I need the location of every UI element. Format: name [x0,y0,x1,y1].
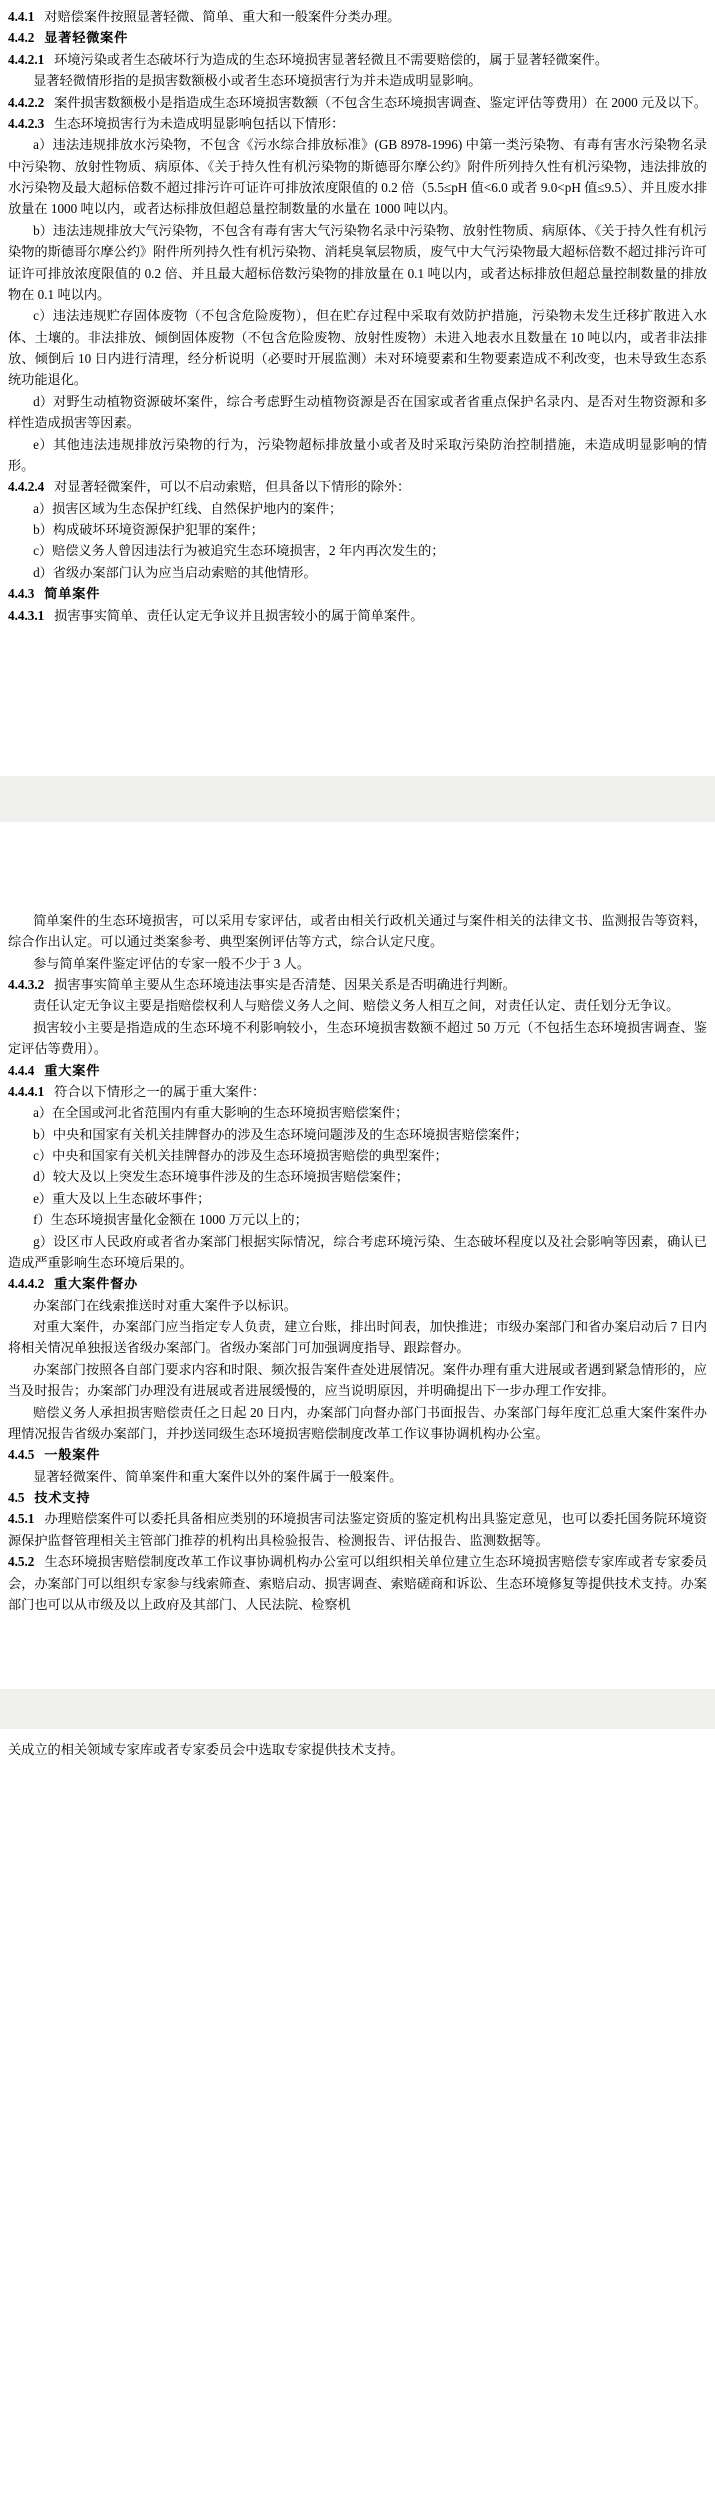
list-item-b: b）违法违规排放大气污染物，不包含有毒有害大气污染物名录中污染物、放射性物质、病原体、《关于持久性有机污染物的斯德哥尔摩公约》附件所列持久性有机污染物、消耗臭氧层物质，废气中大气污染物最大超标倍数不超过排污许可证许可排放浓度限值的 0.2 倍、并且最大超标倍数污染物的排放量在 0.1 吨以内，或者达标排放但超总量控制数量的排放物在 0.1 吨以内。 [8,222,707,302]
paragraph: 损害较小主要是指造成的生态环境不利影响较小，生态环境损害数额不超过 50 万元（不包括生态环境损害调查、鉴定评估等费用）。 [8,1019,707,1057]
list-item-c: c）违法违规贮存固体废物（不包含危险废物），但在贮存过程中采取有效防护措施，污染物未发生迁移扩散进入水体、土壤的。非法排放、倾倒固体废物（不包含危险废物、放射性废物）未进入地表水且数量在 10 吨以内，或者非法排放、倾倒后 10 日内进行清理，经分析说明（必要时开展监测）未对环境要素和生物要素造成不利改变，也未导致生态系统功能退化。 [8,308,707,388]
list-item-c: c）赔偿义务人曾因违法行为被追究生态环境损害，2 年内再次发生的； [33,543,445,559]
clause-text: 对赔偿案件按照显著轻微、简单、重大和一般案件分类办理。 [44,9,401,24]
content-block-part2 [8,910,707,1615]
list-item-a: a）违法违规排放水污染物，不包含《污水综合排放标准》(GB 8978-1996) 中第一类污染物、有毒有害水污染物名录中污染物、放射性物质、病原体、《关于持久性有机污染物的斯德哥尔摩公约》附件所列持久性有机污染物，违法排放的水污染物及最大超标倍数不超过排污许可证许可排放浓度限值的 0.2 倍（5.5≤pH 值<6.0 或者 9.0<pH 值≤9.5）、并且废水排放量在 1000 吨以内，或者达标排放但超总量控制数量的水量在 1000 吨以内。 [8,137,707,217]
clause-4-5-2 [8,1551,707,1615]
list-item-b: b）中央和国家有关机关挂牌督办的涉及生态环境问题涉及的生态环境损害赔偿案件； [33,1126,528,1142]
clause-4-4-2-4 [8,476,707,497]
clause-text: 案件损害数额极小是指造成生态环境损害数额（不包含生态环境损害调查、鉴定评估等费用）在 2000 元及以下。 [54,94,707,110]
list-item-a: a）在全国或河北省范围内有重大影响的生态环境损害赔偿案件； [33,1105,409,1121]
paragraph: 关成立的相关领域专家库或者专家委员会中选取专家提供技术支持。 [8,1742,404,1758]
clause-number: 4.4.4.2 [8,1276,45,1292]
list-item-f: f）生态环境损害量化金额在 1000 万元以上的； [33,1212,308,1228]
paragraph: 对重大案件，办案部门应当指定专人负责，建立台账，排出时间表，加快推进；市级办案部门和省办案启动后 7 日内将相关情况单独报送省级办案部门。省级办案部门可加强调度指导、跟踪督办。 [8,1319,707,1356]
clause-4-4-4-2 [8,1273,707,1294]
clause-4-5-1 [8,1508,707,1551]
list-item-d: d）较大及以上突发生态环境事件涉及的生态环境损害赔偿案件； [33,1169,409,1185]
clause-title: 简单案件 [44,586,101,602]
page-bottom-whitespace [8,626,707,776]
document-section-top [0,0,715,776]
clause-number: 4.4.2.3 [8,115,45,131]
clause-4-4-3-2 [8,974,707,995]
clause-text: 对显著轻微案件，可以不启动索赔，但具备以下情形的除外： [54,479,411,495]
clause-title: 显著轻微案件 [44,30,129,46]
clause-title: 技术支持 [34,1490,91,1505]
paragraph: 办案部门按照各自部门要求内容和时限、频次报告案件查处进展情况。案件办理有重大进展或者遇到紧急情形的，应当及时报告；办案部门办理没有进展或者进展缓慢的，应当说明原因，并明确提出下一步办理工作安排。 [8,1361,707,1399]
list-item-c: c）中央和国家有关机关挂牌督办的涉及生态环境损害赔偿的典型案件； [33,1148,448,1163]
clause-4-4-2-2 [8,92,707,113]
clause-4-4-5 [8,1444,707,1465]
clause-number: 4.4.2.1 [8,51,45,67]
clause-4-4-3-1 [8,605,707,626]
clause-number: 4.5 [8,1490,25,1505]
clause-number: 4.4.2.4 [8,479,45,495]
clause-text: 环境污染或者生态破坏行为造成的生态环境损害显著轻微且不需要赔偿的，属于显著轻微案件。 [54,51,609,67]
list-item-e: e）重大及以上生态破坏事件； [33,1190,211,1206]
page-break-gap [0,776,715,822]
clause-text: 符合以下情形之一的属于重大案件： [54,1083,266,1099]
clause-number: 4.4.2.2 [8,94,45,110]
clause-text: 办理赔偿案件可以委托具备相应类别的环境损害司法鉴定资质的鉴定机构出具鉴定意见，也可以委托国务院环境资源保护监督管理相关主管部门推荐的机构出具检验报告、检测报告、评估报告、监测数据等。 [8,1511,708,1548]
clause-number: 4.4.3 [8,586,35,602]
paragraph: 简单案件的生态环境损害，可以采用专家评估，或者由相关行政机关通过与案件相关的法律文书、监测报告等资料，综合作出认定。可以通过类案参考、典型案例评估等方式，综合认定尺度。 [8,912,707,950]
list-item-b: b）构成破坏环境资源保护犯罪的案件； [33,522,264,537]
clause-number: 4.4.1 [8,9,35,24]
clause-4-4-2 [8,27,707,48]
clause-title: 一般案件 [44,1447,101,1463]
clause-title: 重大案件 [44,1062,101,1078]
clause-number: 4.4.4.1 [8,1083,45,1099]
clause-4-4-3 [8,583,707,604]
clause-text: 损害事实简单主要从生态环境违法事实是否清楚、因果关系是否明确进行判断。 [54,977,516,992]
clause-4-4-4 [8,1060,707,1081]
clause-number: 4.4.5 [8,1447,35,1463]
document-section-bottom [0,822,715,1689]
paragraph: 责任认定无争议主要是指赔偿权利人与赔偿义务人之间、赔偿义务人相互之间，对责任认定、责任划分无争议。 [33,998,680,1014]
list-item-g: g）设区市人民政府或者省办案部门根据实际情况，综合考虑环境污染、生态破坏程度以及社会影响等因素，确认已造成严重影响生态环境后果的。 [8,1233,707,1270]
clause-text: 生态环境损害赔偿制度改革工作议事协调机构办公室可以组织相关单位建立生态环境损害赔偿专家库或者专家委员会，办案部门可以组织专家参与线索筛查、索赔启动、损害调查、索赔磋商和诉讼、生态环境修复等提供技术支持。办案部门也可以从市级及以上政府及其部门、人民法院、检察机 [8,1554,708,1612]
list-item-d: d）省级办案部门认为应当启动索赔的其他情形。 [33,564,317,580]
paragraph: 显著轻微情形指的是损害数额极小或者生态环境损害行为并未造成明显影响。 [33,73,482,89]
clause-number: 4.5.1 [8,1511,35,1527]
list-item-a: a）损害区域为生态保护红线、自然保护地内的案件； [33,500,343,516]
paragraph: 赔偿义务人承担损害赔偿责任之日起 20 日内，办案部门向督办部门书面报告、办案部门每年度汇总重大案件案件办理情况报告省级办案部门，并抄送同级生态环境损害赔偿制度改革工作议事协调机构办公室。 [8,1404,707,1441]
clause-4-5 [8,1487,707,1508]
clause-number: 4.4.3.2 [8,977,45,992]
clause-4-4-1 [8,6,707,27]
clause-title: 重大案件督办 [54,1276,139,1292]
clause-number: 4.4.4 [8,1062,35,1078]
clause-number: 4.4.2 [8,30,35,46]
list-item-d: d）对野生动植物资源破坏案件，综合考虑野生动植物资源是否在国家或者省重点保护名录内、是否对生物资源和多样性造成损害等因素。 [8,393,707,431]
content-block-part1 [8,6,707,626]
document-section-third [0,1729,715,1778]
clause-number: 4.5.2 [8,1554,35,1570]
clause-number: 4.4.3.1 [8,607,45,623]
clause-text: 损害事实简单、责任认定无争议并且损害较小的属于简单案件。 [54,607,424,623]
clause-4-4-4-1 [8,1081,707,1102]
paragraph: 办案部门在线索推送时对重大案件予以标识。 [33,1297,297,1313]
clause-text: 生态环境损害行为未造成明显影响包括以下情形： [54,115,345,131]
paragraph: 显著轻微案件、简单案件和重大案件以外的案件属于一般案件。 [33,1468,403,1484]
page-break-gap-2 [0,1689,715,1729]
clause-4-4-2-3 [8,113,707,134]
list-item-e: e）其他违法违规排放污染物的行为，污染物超标排放量小或者及时采取污染防治控制措施，未造成明显影响的情形。 [8,436,707,473]
clause-4-4-2-1 [8,49,707,70]
paragraph: 参与简单案件鉴定评估的专家一般不少于 3 人。 [33,955,311,971]
